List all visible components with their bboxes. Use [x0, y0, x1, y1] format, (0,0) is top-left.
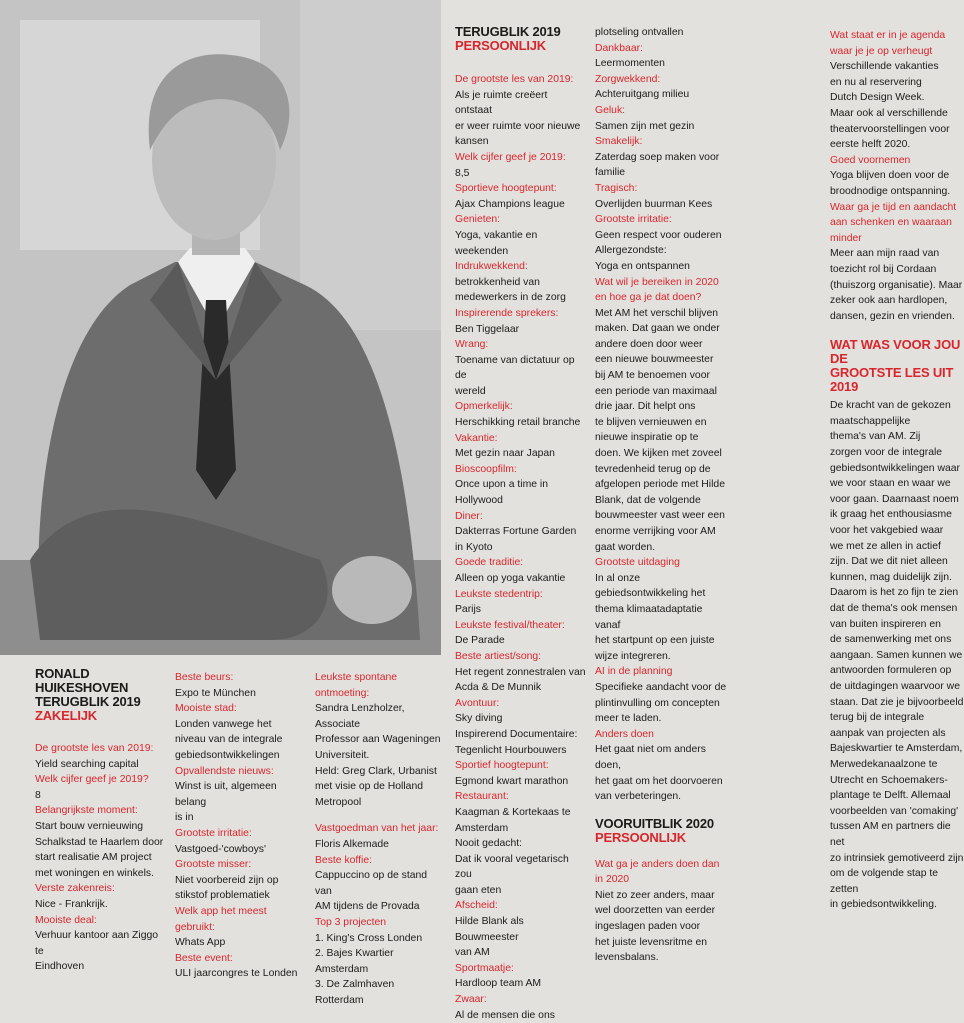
body-line: zijn. Dat we dit niet alleen	[830, 556, 948, 568]
answer-text: Niet zo zeer anders, maar	[595, 889, 715, 901]
question-label: Wat staat er in je agenda	[830, 30, 946, 41]
answer-text: ingeslagen paden voor	[595, 921, 701, 933]
body-line: we voor staan en waar we	[830, 478, 951, 490]
answer-text: Nooit gedacht:	[455, 838, 523, 850]
question-label: Vakantie:	[455, 432, 498, 444]
body-line: De kracht van de gekozen	[830, 400, 951, 412]
question-label: Belangrijkste moment:	[35, 805, 138, 817]
question-label: Wat ga je anders doen dan	[595, 858, 720, 870]
answer-text: Dat ik vooral vegetarisch zou	[455, 853, 569, 881]
persoonlijk-heading: PERSOONLIJK	[595, 829, 686, 845]
answer-text: broodnodige ontspanning.	[830, 185, 951, 197]
question-label: Vastgoedman van het jaar:	[315, 823, 439, 835]
question-label: Mooiste deal:	[35, 914, 97, 926]
answer-text: Blank, dat de volgende	[595, 494, 701, 506]
question-label: Grootste uitdaging	[595, 557, 680, 569]
answer-text: Floris Alkemade	[315, 838, 389, 850]
body-line: zo intrinsiek gemotiveerd zijn	[830, 852, 964, 864]
answer-text: 8	[35, 789, 41, 801]
answer-text: zeker ook aan hardlopen,	[830, 295, 948, 307]
answer-text: Parijs	[455, 604, 481, 616]
grootste-les-heading: WAT WAS VOOR JOU DE	[830, 337, 961, 367]
answer-text: Acda & De Munnik	[455, 682, 542, 694]
answer-text: gaan eten	[455, 884, 502, 896]
question-label: Grootste irritatie:	[595, 214, 672, 226]
question-label: Diner:	[455, 510, 483, 522]
answer-text: Yoga en ontspannen	[595, 260, 690, 272]
terugblik-heading: TERUGBLIK 2019	[35, 694, 141, 709]
question-label: in 2020	[595, 874, 630, 886]
answer-text: medewerkers in de zorg	[455, 292, 566, 304]
answer-text: Expo te München	[175, 687, 256, 699]
answer-text: 3. De Zalmhaven Rotterdam	[315, 979, 395, 1006]
question-label: waar je je op verheugt	[830, 45, 933, 57]
answer-text: bij AM te benoemen voor	[595, 370, 710, 382]
answer-text: Alleen op yoga vakantie	[455, 573, 566, 584]
persoonlijk-heading: PERSOONLIJK	[455, 38, 546, 53]
question-label: Grootste irritatie:	[175, 827, 252, 839]
answer-text: andere doen door weer	[595, 338, 703, 350]
answer-text: stikstof problematiek	[175, 890, 270, 902]
answer-text: Als je ruimte creëert ontstaat	[455, 89, 548, 117]
question-label: Smakelijk:	[595, 136, 643, 148]
answer-text: Met AM het verschil blijven	[595, 307, 719, 319]
portrait-photo	[0, 0, 441, 655]
answer-text: betrokkenheid van	[455, 276, 540, 288]
body-line: de samenwerking met ons	[830, 634, 952, 646]
answer-text: bouwmeester vast weer een	[595, 510, 725, 522]
answer-text: Hollywood	[455, 495, 503, 507]
zakelijk-column-3	[315, 670, 445, 1008]
answer-text: Once upon a time in	[455, 479, 548, 491]
answer-text: Ajax Champions league	[455, 198, 565, 210]
question-label: De grootste les van 2019:	[35, 743, 154, 754]
question-label: Wat wil je bereiken in 2020	[595, 276, 719, 288]
answer-text: Universiteit.	[315, 749, 370, 761]
answer-text: Verhuur kantoor aan Ziggo te	[35, 930, 159, 957]
question-label: Welk app het meest gebruikt:	[175, 905, 267, 933]
question-label: ontmoeting:	[315, 687, 370, 699]
answer-text: dansen, gezin en vrienden.	[830, 310, 955, 322]
answer-text: Hilde Blank als Bouwmeester	[455, 916, 524, 943]
question-label: Afscheid:	[455, 900, 498, 912]
answer-text: Whats App	[175, 937, 226, 949]
answer-text: het gaat om het doorvoeren	[595, 775, 723, 787]
answer-text: meer te laden.	[595, 713, 662, 725]
question-label: Genieten:	[455, 214, 501, 226]
answer-text: start realisatie AM project	[35, 852, 152, 864]
question-label: Goed voornemen	[830, 154, 911, 166]
body-line: zorgen voor de integrale	[830, 447, 943, 459]
answer-text: Zaterdag soep maken voor	[595, 151, 720, 163]
body-line: dat de thema's ook mensen	[830, 603, 958, 614]
answer-text: Eindhoven	[35, 961, 85, 973]
answer-text: Met gezin naar Japan	[455, 448, 555, 460]
answer-text: Londen vanwege het	[175, 718, 272, 730]
answer-text: Geen respect voor ouderen	[595, 229, 722, 241]
answer-text: en nu al reservering	[830, 76, 922, 88]
question-label: Zwaar:	[455, 994, 487, 1006]
body-line: plantage te Delft. Allemaal	[830, 790, 951, 802]
answer-text: enorme verrijking voor AM	[595, 526, 716, 537]
answer-text: Schalkstad te Haarlem door	[35, 836, 164, 848]
answer-text: een nieuwe bouwmeester	[595, 354, 714, 366]
answer-text: te blijven vernieuwen en	[595, 416, 707, 428]
question-label: Wrang:	[455, 339, 489, 351]
question-label: Anders doen	[595, 728, 654, 740]
answer-text: Inspirerend Documentaire:	[455, 728, 578, 740]
answer-text: van AM	[455, 947, 490, 959]
answer-text: maken. Dat gaan we onder	[595, 323, 720, 335]
answer-text: levensbalans.	[595, 952, 659, 964]
answer-text: toezicht rol bij Cordaan	[830, 263, 937, 275]
body-line: we met ze allen in actief	[830, 540, 941, 552]
answer-text: Start bouw vernieuwing	[35, 820, 144, 832]
answer-text: Yoga, vakantie en weekenden	[455, 229, 538, 257]
answer-text: Sandra Lenzholzer, Associate	[315, 703, 405, 730]
answer-text: met visie op de Holland	[315, 781, 424, 793]
body-line: terug bij de integrale	[830, 712, 925, 724]
body-line: kunnen, mag duidelijk zijn.	[830, 571, 952, 583]
question-label: Welk cijfer geef je 2019:	[455, 151, 566, 163]
answer-text: Sky diving	[455, 713, 503, 725]
answer-text: eerste helft 2020.	[830, 139, 911, 151]
body-line: staan. Dat zie je bijvoorbeeld	[830, 696, 964, 708]
answer-text: kansen	[455, 136, 489, 148]
question-label: Sportieve hoogtepunt:	[455, 183, 557, 195]
answer-text: plintinvulling om concepten	[595, 697, 720, 709]
body-line: ik graag het enthousiasme	[830, 509, 952, 521]
answer-text: Meer aan mijn raad van	[830, 248, 940, 260]
answer-text: Achteruitgang milieu	[595, 89, 690, 101]
question-label: Geluk:	[595, 104, 626, 116]
answer-text: Held: Greg Clark, Urbanist	[315, 765, 437, 777]
body-line: maatschappelijke	[830, 415, 911, 427]
answer-text: Het gaat niet om anders doen,	[595, 744, 706, 771]
answer-text: Hardloop team AM	[455, 978, 542, 990]
body-line: Merwedekanaalzone te	[830, 758, 938, 770]
grootste-les-heading: GROOTSTE LES UIT 2019	[830, 365, 954, 395]
answer-text: AM tijdens de Provada	[315, 901, 420, 913]
question-label: en hoe ga je dat doen?	[595, 292, 702, 304]
question-label: Sportief hoogtepunt:	[455, 760, 549, 772]
question-label: Welk cijfer geef je 2019?	[35, 774, 149, 786]
body-line: thema's van AM. Zij	[830, 431, 921, 443]
answer-text: Yield searching capital	[35, 758, 139, 770]
answer-text: Vastgoed-'cowboys'	[175, 843, 266, 855]
answer-text: met woningen en winkels.	[35, 867, 154, 879]
portrait-illustration	[0, 0, 441, 655]
answer-text: van verbeteringen.	[595, 791, 682, 803]
persoonlijk-column-2	[595, 25, 730, 966]
question-label: Grootste misser:	[175, 859, 252, 871]
answer-text: In al onze	[595, 572, 641, 584]
body-line: voorbeelden van 'comaking'	[830, 805, 959, 817]
answer-text: het juiste levensritme en	[595, 936, 708, 948]
answer-text: Dutch Design Week.	[830, 92, 925, 104]
answer-text: theatervoorstellingen voor	[830, 123, 950, 135]
answer-text: wel doorzetten van eerder	[595, 905, 716, 917]
answer-text: Maar ook al verschillende	[830, 107, 948, 119]
answer-text: Egmond kwart marathon	[455, 775, 569, 787]
persoonlijk-column	[455, 25, 587, 1023]
answer-text: Metropool	[315, 796, 362, 808]
zakelijk-column-2	[175, 670, 305, 982]
answer-text: gebiedsontwikkeling het	[595, 588, 706, 600]
answer-text: niveau van de integrale	[175, 734, 283, 746]
body-line: aanpak van projecten als	[830, 727, 946, 739]
terugblik-heading: TERUGBLIK 2019	[455, 24, 561, 39]
answer-text: Het regent zonnestralen van	[455, 666, 586, 678]
answer-text: in Kyoto	[455, 541, 493, 553]
body-line: de uitdagingen waarvoor we	[830, 680, 960, 692]
answer-text: ULI jaarcongres te Londen	[175, 968, 298, 980]
question-label: Leukste spontane	[315, 672, 398, 683]
answer-text: afgelopen periode met Hilde	[595, 479, 725, 491]
body-line: om de volgende stap te zetten	[830, 868, 939, 895]
question-label: Goede traditie:	[455, 557, 524, 569]
answer-text: Herschikking retail branche	[455, 417, 581, 429]
question-label: Mooiste stad:	[175, 703, 237, 715]
answer-text: Nice - Frankrijk.	[35, 898, 108, 910]
question-label: Beste event:	[175, 952, 233, 964]
answer-text: Tegenlicht Hourbouwers	[455, 744, 567, 756]
answer-text: Ben Tiggelaar	[455, 323, 520, 335]
question-label: Beste artiest/song:	[455, 650, 542, 662]
answer-text: Winst is uit, algemeen belang	[175, 781, 277, 808]
question-label: Beste koffie:	[315, 854, 372, 866]
question-label: Leukste festival/theater:	[455, 619, 565, 631]
question-label: Indrukwekkend:	[455, 261, 528, 273]
answer-text: Yoga blijven doen voor de	[830, 170, 950, 182]
answer-text: De Parade	[455, 635, 505, 647]
vooruitblik-heading: VOORUITBLIK 2020	[595, 815, 714, 831]
answer-text: Specifieke aandacht voor de	[595, 681, 727, 693]
body-line: gebiedsontwikkelingen waar	[830, 462, 960, 474]
answer-text: het startpunt op een juiste	[595, 635, 715, 647]
answer-text: plotseling ontvallen	[595, 27, 684, 38]
answer-text: Al de mensen die ons	[455, 1009, 555, 1021]
answer-text: gaat worden.	[595, 541, 656, 553]
answer-text: nieuwe inspiratie op te	[595, 432, 699, 444]
question-label: AI in de planning	[595, 666, 673, 678]
question-label: Opmerkelijk:	[455, 401, 513, 413]
answer-text: familie	[595, 167, 626, 179]
body-line: voor het vakgebied waar	[830, 525, 944, 537]
answer-text: is in	[175, 812, 194, 824]
answer-text: wijze integreren.	[595, 650, 671, 662]
body-line: in gebiedsontwikkeling.	[830, 899, 937, 911]
answer-text: thema klimaatadaptatie vanaf	[595, 603, 703, 631]
answer-text: een periode van maximaal	[595, 385, 717, 397]
answer-text: Cappuccino op de stand van	[315, 870, 428, 897]
question-label: Restaurant:	[455, 791, 509, 803]
body-line: tussen AM en partners die net	[830, 821, 951, 848]
answer-text: Allergezondste:	[595, 245, 667, 257]
vooruitblik-column-2	[830, 28, 964, 913]
answer-text: Verschillende vakanties	[830, 61, 939, 73]
question-label: Avontuur:	[455, 697, 500, 709]
answer-text: Niet voorbereid zijn op	[175, 874, 279, 886]
answer-text: Kaagman & Kortekaas te	[455, 806, 571, 818]
answer-text: 8,5	[455, 167, 470, 179]
body-line: aangaan. Samen kunnen we	[830, 649, 963, 661]
question-label: Beste beurs:	[175, 672, 234, 683]
body-line: antwoorden formuleren op	[830, 665, 952, 677]
question-label: Tragisch:	[595, 182, 638, 194]
answer-text: Leermomenten	[595, 58, 665, 70]
question-label: Sportmaatje:	[455, 962, 514, 974]
question-label: Waar ga je tijd en aandacht	[830, 201, 957, 213]
body-line: Bajeskwartier te Amsterdam,	[830, 743, 963, 755]
question-label: Inspirerende sprekers:	[455, 307, 559, 319]
answer-text: Amsterdam	[455, 822, 509, 834]
answer-text: er weer ruimte voor nieuwe	[455, 120, 581, 132]
answer-text: Professor aan Wageningen	[315, 734, 441, 746]
question-label: Bioscoopfilm:	[455, 463, 517, 475]
question-label: Zorgwekkend:	[595, 73, 661, 85]
answer-text: gebiedsontwikkelingen	[175, 749, 280, 761]
question-label: Dankbaar:	[595, 42, 643, 54]
answer-text: drie jaar. Dit helpt ons	[595, 401, 696, 413]
question-label: De grootste les van 2019:	[455, 74, 574, 85]
question-label: Top 3 projecten	[315, 916, 387, 928]
body-line: Daarom is het zo fijn te zien	[830, 587, 959, 599]
answer-text: 1. King's Cross Londen	[315, 932, 423, 944]
question-label: aan schenken en waaraan	[830, 217, 952, 229]
name-heading: RONALD HUIKESHOVEN	[35, 666, 129, 695]
answer-text: (thuiszorg organisatie). Maar	[830, 279, 963, 291]
zakelijk-heading: ZAKELIJK	[35, 708, 97, 723]
body-line: van buiten inspireren en	[830, 618, 941, 630]
question-label: Opvallendste nieuws:	[175, 765, 274, 777]
answer-text: Samen zijn met gezin	[595, 120, 695, 132]
answer-text: doen. We kijken met zoveel	[595, 448, 722, 460]
body-line: Utrecht en Schoemakers-	[830, 774, 948, 786]
question-label: Leukste stedentrip:	[455, 588, 543, 600]
body-line: voor gaan. Daarnaast noem	[830, 493, 959, 505]
question-label: minder	[830, 232, 862, 244]
zakelijk-column-1	[35, 667, 165, 975]
answer-text: Toename van dictatuur op de	[455, 354, 575, 382]
answer-text: Overlijden buurman Kees	[595, 198, 713, 210]
answer-text: 2. Bajes Kwartier Amsterdam	[315, 948, 394, 975]
question-label: Verste zakenreis:	[35, 883, 115, 895]
answer-text: wereld	[455, 385, 486, 397]
answer-text: Dakterras Fortune Garden	[455, 526, 577, 538]
answer-text: tevredenheid terug op de	[595, 463, 711, 475]
